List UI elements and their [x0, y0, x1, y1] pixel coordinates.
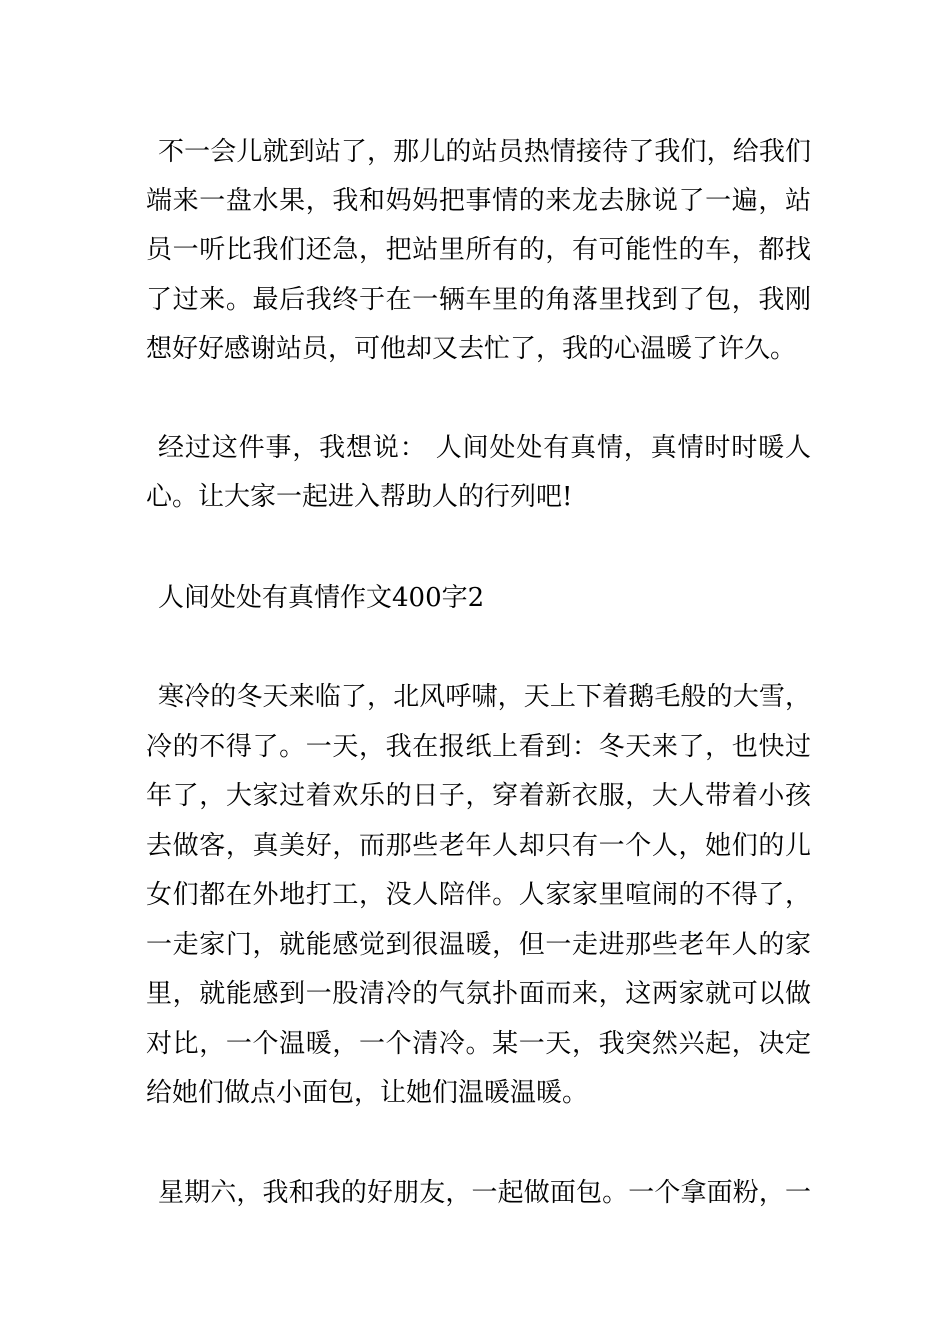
paragraph-3-line-2: 冷的不得了。一天，我在报纸上看到：冬天来了，也快过: [146, 732, 811, 762]
paragraph-4-line-1: 星期六，我和我的好朋友，一起做面包。一个拿面粉，一: [158, 1178, 811, 1208]
paragraph-3-line-5: 女们都在外地打工，没人陪伴。人家家里喧闹的不得了，: [146, 880, 811, 910]
paragraph-3-line-3: 年了，大家过着欢乐的日子，穿着新衣服，大人带着小孩: [146, 781, 811, 811]
paragraph-3-line-1: 寒冷的冬天来临了，北风呼啸，天上下着鹅毛般的大雪，: [158, 682, 811, 712]
paragraph-3-line-8: 对比，一个温暖，一个清冷。某一天，我突然兴起，决定: [146, 1029, 811, 1059]
paragraph-3-line-7: 里，就能感到一股清冷的气氛扑面而来，这两家就可以做: [146, 979, 811, 1009]
paragraph-3-line-6: 一走家门，就能感觉到很温暖，但一走进那些老年人的家: [146, 930, 811, 960]
paragraph-1-line-5: 想好好感谢站员，可他却又去忙了，我的心温暖了许久。: [146, 334, 797, 364]
paragraph-3-line-4: 去做客，真美好，而那些老年人却只有一个人，她们的儿: [146, 831, 811, 861]
paragraph-1-line-3: 员一听比我们还急，把站里所有的，有可能性的车，都找: [146, 235, 811, 265]
paragraph-1-line-2: 端来一盘水果，我和妈妈把事情的来龙去脉说了一遍，站: [146, 186, 811, 216]
paragraph-2-line-1: 经过这件事，我想说： 人间处处有真情，真情时时暖人: [158, 433, 811, 463]
paragraph-3-line-9: 给她们做点小面包，让她们温暖温暖。: [146, 1078, 589, 1108]
paragraph-1-line-4: 了过来。最后我终于在一辆车里的角落里找到了包，我刚: [146, 285, 811, 315]
paragraph-2-line-2: 心。让大家一起进入帮助人的行列吧!: [146, 482, 573, 512]
paragraph-1-line-1: 不一会儿就到站了，那儿的站员热情接待了我们，给我们: [158, 137, 811, 167]
section-heading: 人间处处有真情作文400字2: [158, 583, 485, 613]
